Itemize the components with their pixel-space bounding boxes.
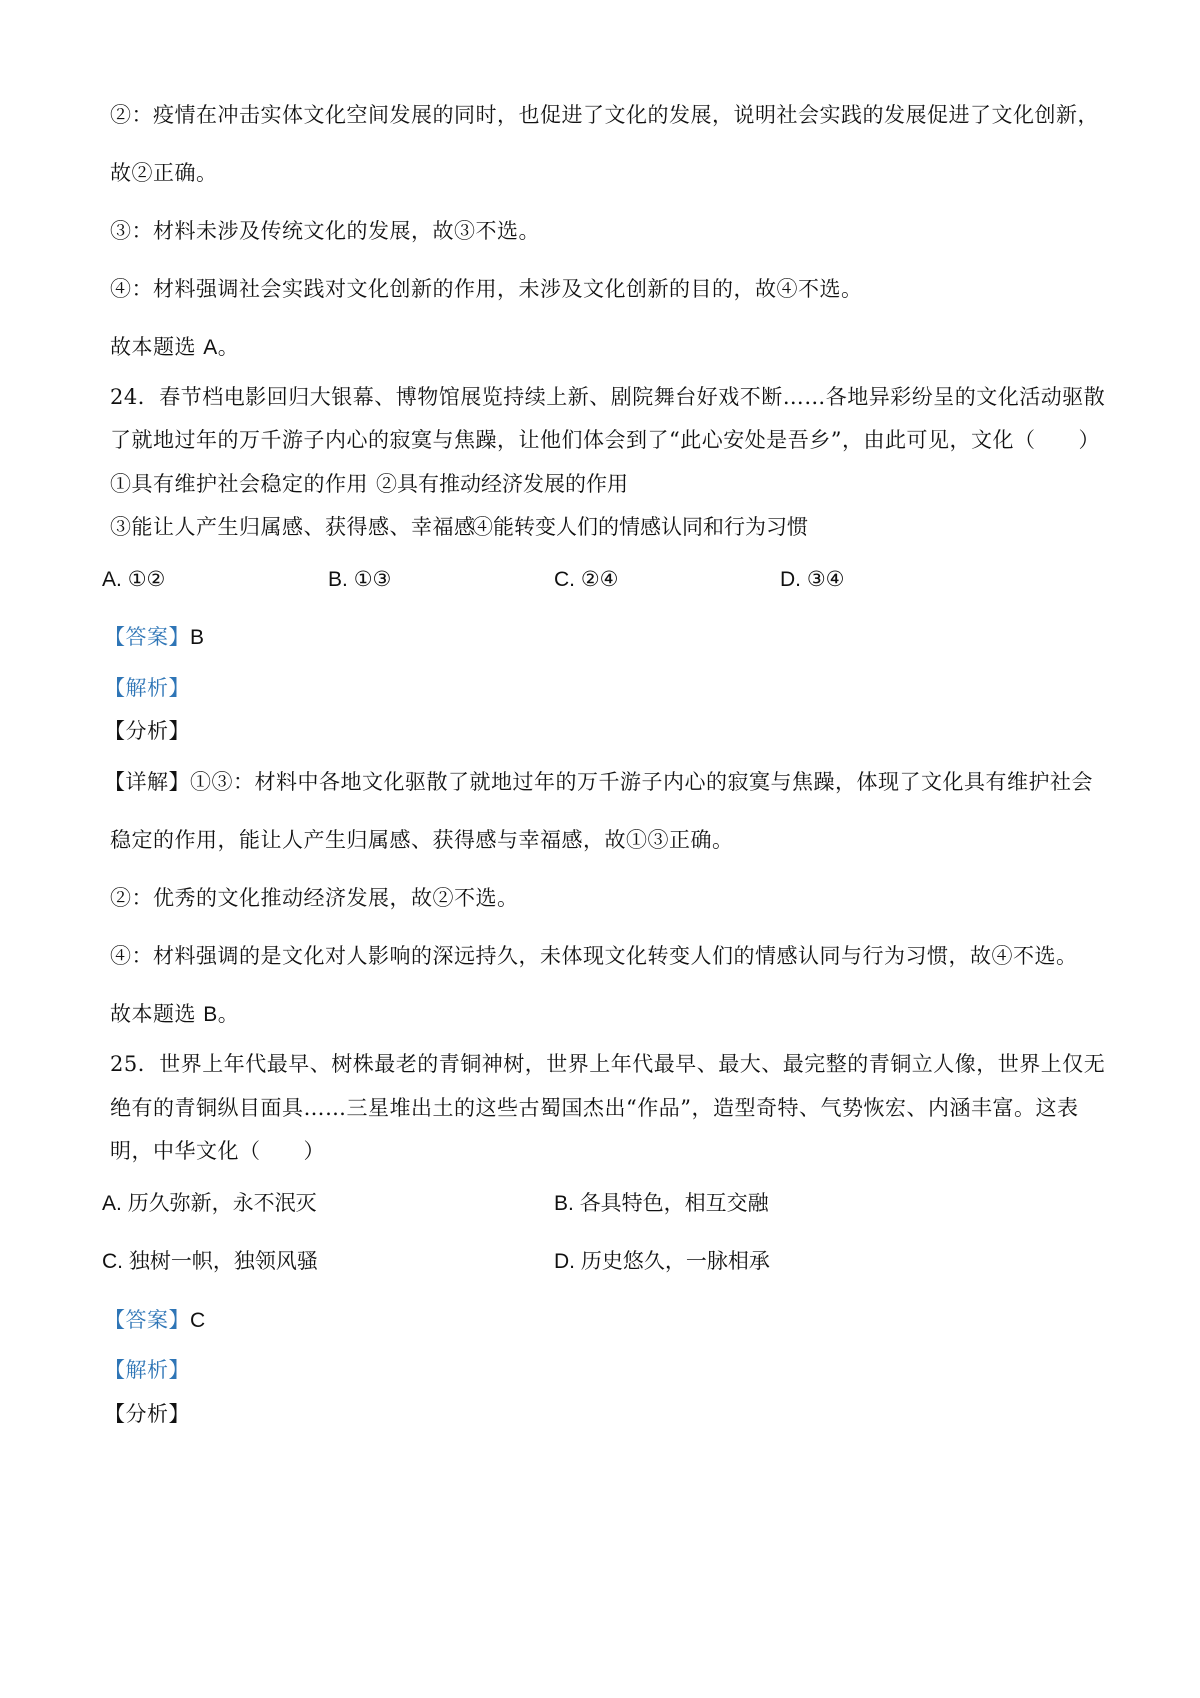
- q25-answer: [104, 1307, 206, 1334]
- q25-option-c: C. 独树一帜，独领风骚: [102, 1249, 318, 1273]
- q24-detail-text: ①③：材料中各地文化驱散了就地过年的万千游子内心的寂寞与焦躁，体现了文化具有维护社会: [190, 770, 1093, 794]
- prev-explanation-point2-line1: ②：疫情在冲击实体文化空间发展的同时，也促进了文化的发展，说明社会实践的发展促进了文化创新，: [110, 103, 1099, 127]
- q24-statement-4: ④能转变人们的情感认同和行为习惯: [472, 515, 808, 539]
- q24-answer-value: B: [190, 626, 205, 649]
- prev-explanation-point3: ③：材料未涉及传统文化的发展，故③不选。: [110, 219, 540, 243]
- q25-fenxi-label: 【分析】: [104, 1402, 190, 1426]
- q24-detail-line1: [104, 769, 1093, 795]
- q24-fenxi-label: 【分析】: [104, 719, 190, 743]
- q24-option-c: C. ②④: [554, 567, 619, 591]
- q24-conclusion-prefix: 故本题选: [110, 1002, 204, 1026]
- q24-option-d: D. ③④: [780, 567, 845, 591]
- q25-answer-label: 【答案】: [104, 1308, 190, 1332]
- q24-option-b: B. ①③: [328, 567, 392, 591]
- q24-statement-3: ③能让人产生归属感、获得感、幸福感: [110, 515, 476, 539]
- q25-answer-value: C: [190, 1309, 206, 1332]
- prev-conclusion-prefix: 故本题选: [110, 335, 204, 359]
- q25-stem-line1: 25．世界上年代最早、树株最老的青铜神树，世界上年代最早、最大、最完整的青铜立人像，世界上仅无: [110, 1052, 1106, 1076]
- q24-stem-line1: 24．春节档电影回归大银幕、博物馆展览持续上新、剧院舞台好戏不断……各地异彩纷呈的文化活动驱散: [110, 385, 1106, 409]
- q24-conclusion-letter: B: [203, 1003, 218, 1026]
- q24-detail-label: 【详解】: [104, 770, 190, 794]
- q25-stem-line2: 绝有的青铜纵目面具……三星堆出土的这些古蜀国杰出“作品”，造型奇特、气势恢宏、内涵丰富。这表: [110, 1096, 1079, 1120]
- q24-stem-line2: 了就地过年的万千游子内心的寂寞与焦躁，让他们体会到了“此心安处是吾乡”，由此可见，文化（ ）: [110, 428, 1100, 452]
- prev-conclusion: [110, 334, 239, 361]
- q24-detail-line2: 稳定的作用，能让人产生归属感、获得感与幸福感，故①③正确。: [110, 828, 734, 852]
- q24-conclusion: [110, 1001, 239, 1028]
- q24-detail-point4: ④：材料强调的是文化对人影响的深远持久，未体现文化转变人们的情感认同与行为习惯，故④不选。: [110, 944, 1078, 968]
- prev-explanation-point2-line2: 故②正确。: [110, 161, 218, 185]
- prev-conclusion-suffix: 。: [217, 335, 240, 359]
- q25-analysis-label: 【解析】: [104, 1358, 190, 1382]
- q25-option-d: D. 历史悠久，一脉相承: [554, 1249, 770, 1273]
- q25-stem-line3: 明，中华文化（ ）: [110, 1139, 325, 1163]
- q24-statement-2: ②具有推动经济发展的作用: [376, 472, 628, 496]
- prev-explanation-point4: ④：材料强调社会实践对文化创新的作用，未涉及文化创新的目的，故④不选。: [110, 277, 863, 301]
- prev-conclusion-letter: A: [203, 336, 218, 359]
- q24-answer: [104, 624, 205, 651]
- q24-conclusion-suffix: 。: [217, 1002, 240, 1026]
- q25-option-b: B. 各具特色，相互交融: [554, 1191, 769, 1215]
- q24-detail-point2: ②：优秀的文化推动经济发展，故②不选。: [110, 886, 519, 910]
- q24-statement-1: ①具有维护社会稳定的作用: [110, 472, 368, 496]
- q25-option-a: A. 历久弥新，永不泯灭: [102, 1191, 317, 1215]
- q24-analysis-label: 【解析】: [104, 676, 190, 700]
- q24-answer-label: 【答案】: [104, 625, 190, 649]
- q24-option-a: A. ①②: [102, 567, 166, 591]
